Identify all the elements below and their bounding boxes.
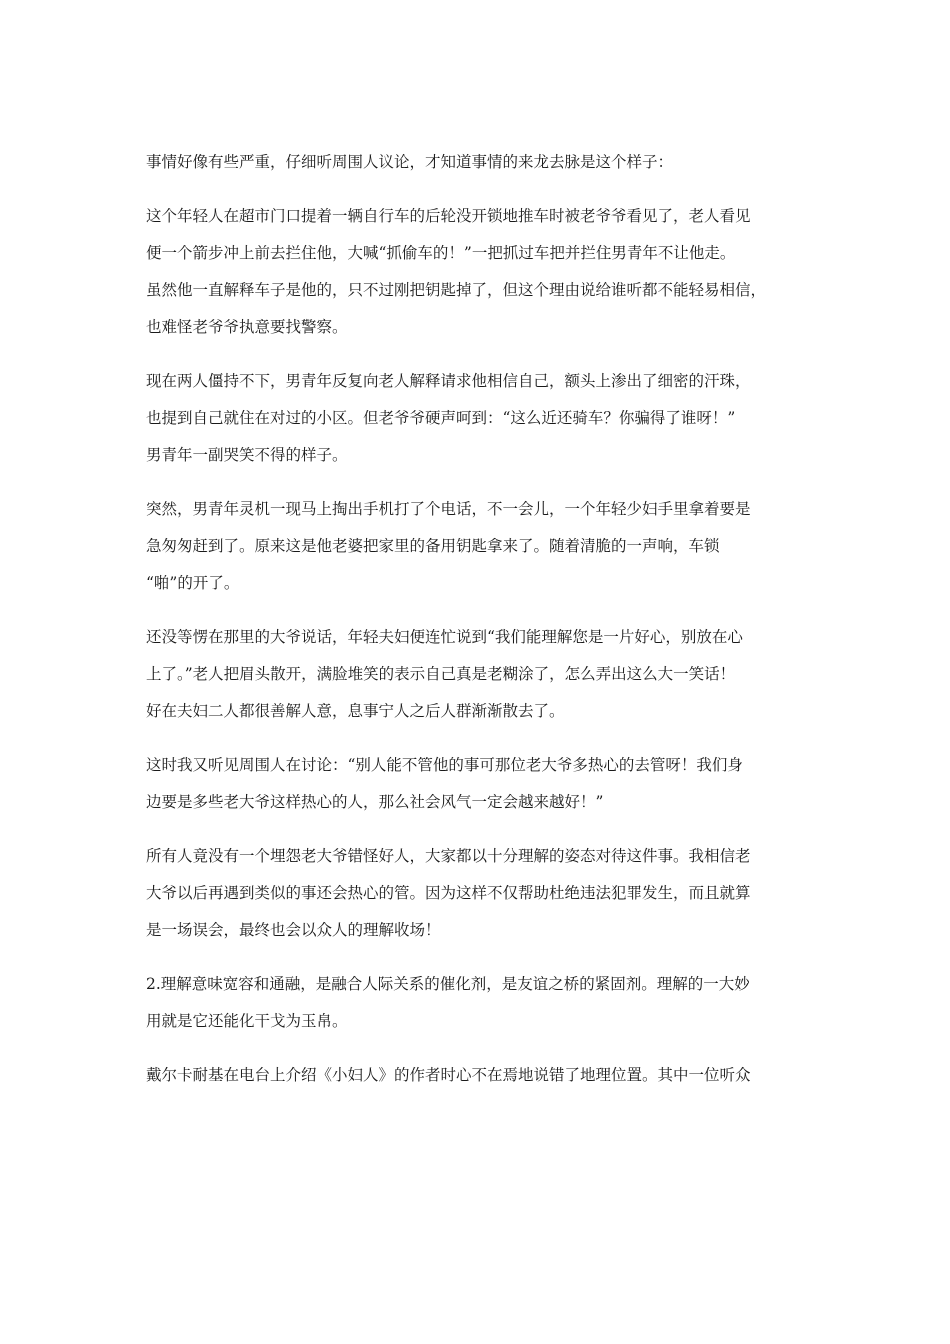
- text-line: 好在夫妇二人都很善解人意，息事宁人之后人群渐渐散去了。: [146, 702, 565, 720]
- text-line: 上了。”老人把眉头散开，满脸堆笑的表示自己真是老糊涂了，怎么弄出这么大一笑话！: [146, 665, 736, 683]
- paragraph-spacer: [146, 1040, 822, 1057]
- paragraph: [146, 144, 822, 181]
- document-body: [146, 144, 822, 1094]
- paragraph-spacer: [146, 821, 822, 838]
- paragraph: [146, 747, 822, 821]
- text-line: 戴尔卡耐基在电台上介绍《小妇人》的作者时心不在焉地说错了地理位置。其中一位听众: [146, 1066, 751, 1084]
- text-line: 事情好像有些严重，仔细听周围人议论，才知道事情的来龙去脉是这个样子：: [146, 153, 674, 171]
- paragraph: [146, 619, 822, 730]
- text-line: 边要是多些老大爷这样热心的人，那么社会风气一定会越来越好！”: [146, 793, 604, 811]
- paragraph-spacer: [146, 949, 822, 966]
- paragraph: [146, 363, 822, 474]
- text-line: 现在两人僵持不下，男青年反复向老人解释请求他相信自己，额头上渗出了细密的汗珠，: [146, 372, 751, 390]
- text-line: “啪”的开了。: [146, 574, 240, 592]
- paragraph-spacer: [146, 730, 822, 747]
- paragraph: [146, 966, 822, 1040]
- text-line: 这个年轻人在超市门口提着一辆自行车的后轮没开锁地推车时被老爷爷看见了，老人看见: [146, 207, 751, 225]
- text-line: 是一场误会，最终也会以众人的理解收场！: [146, 921, 441, 939]
- text-line: 急匆匆赶到了。原来这是他老婆把家里的备用钥匙拿来了。随着清脆的一声响，车锁: [146, 537, 720, 555]
- paragraph-spacer: [146, 346, 822, 363]
- text-line: 突然，男青年灵机一现马上掏出手机打了个电话，不一会儿，一个年轻少妇手里拿着要是: [146, 500, 751, 518]
- text-line: 大爷以后再遇到类似的事还会热心的管。因为这样不仅帮助杜绝违法犯罪发生，而且就算: [146, 884, 751, 902]
- text-line: 也难怪老爷爷执意要找警察。: [146, 318, 348, 336]
- paragraph: [146, 198, 822, 346]
- text-line: 2.理解意味宽容和通融，是融合人际关系的催化剂，是友谊之桥的紧固剂。理解的一大妙: [146, 975, 750, 993]
- paragraph: [146, 1057, 822, 1094]
- text-line: 用就是它还能化干戈为玉帛。: [146, 1012, 348, 1030]
- text-line: 所有人竟没有一个埋怨老大爷错怪好人，大家都以十分理解的姿态对待这件事。我相信老: [146, 847, 751, 865]
- text-line: 便一个箭步冲上前去拦住他，大喊“抓偷车的！”一把抓过车把并拦住男青年不让他走。: [146, 244, 736, 262]
- paragraph-spacer: [146, 602, 822, 619]
- paragraph-spacer: [146, 181, 822, 198]
- paragraph-spacer: [146, 474, 822, 491]
- paragraph: [146, 491, 822, 602]
- text-line: 还没等愣在那里的大爷说话，年轻夫妇便连忙说到“我们能理解您是一片好心，别放在心: [146, 628, 743, 646]
- text-line: 虽然他一直解释车子是他的，只不过刚把钥匙掉了，但这个理由说给谁听都不能轻易相信，: [146, 281, 767, 299]
- text-line: 这时我又听见周围人在讨论：“别人能不管他的事可那位老大爷多热心的去管呀！我们身: [146, 756, 743, 774]
- text-line: 也提到自己就住在对过的小区。但老爷爷硬声呵到：“这么近还骑车？你骗得了谁呀！”: [146, 409, 736, 427]
- paragraph: [146, 838, 822, 949]
- text-line: 男青年一副哭笑不得的样子。: [146, 446, 348, 464]
